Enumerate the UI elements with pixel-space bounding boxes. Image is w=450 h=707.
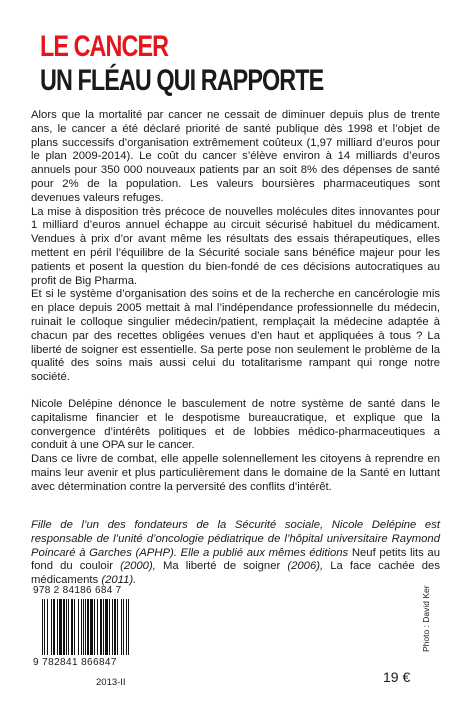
edition-code: 2013-II [96,677,126,688]
bio-intro: Fille de l’un des fondateurs de la Sécurité sociale, Nicole Delépine est responsable de l’unité d’oncologie pédiatrique de l’hôpital universitaire Raymond Poincaré à Garches (APHP). Elle a publié aux mêmes éditions [31,519,440,559]
back-cover-text [31,109,440,495]
price: 19 € [383,669,411,685]
bio-book-2: Ma liberté de soigner [162,560,281,573]
bio-year-2: (2006) [287,560,320,573]
barcode [40,599,136,657]
photo-credit: Photo : David Ker [421,585,431,652]
bio-year-1: (2000) [120,560,153,573]
title-line-1: LE CANCER [40,30,169,63]
isbn-number: 978 2 84186 684 7 [33,585,122,596]
bio-book-3: La face cachée des médicaments [31,560,440,587]
title-line-2: UN FLÉAU QUI RAPPORTE [40,64,324,97]
paragraph-1: Alors que la mortalité par cancer ne cessait de diminuer depuis plus de trente ans, le cancer a été déclaré priorité de santé publique dès 1998 et l’objet de plans successifs d’organisation extrêmement coûteux (1,97 milliard d’euros pour le plan 2009-2014). Le coût du cancer s’élève environ à 14 milliards d’euros annuels pour 350 000 nouveaux patients par an soit 8% des dépenses de santé pour 2% de la population. Les valeurs boursières pharmaceutiques sont devenues valeurs refuges. [31,109,440,204]
barcode-digits: 9 782841 866847 [33,657,117,668]
paragraph-4: Nicole Delépine dénonce le basculement de notre système de santé dans le capitalisme financier et le despotisme bureaucratique, et explique que la convergence d’intérêts politiques et de lobbies médico-pharmaceutiques a conduit à une OPA sur le cancer. [31,397,440,452]
paragraph-5: Dans ce livre de combat, elle appelle solennellement les citoyens à reprendre en mains leur avenir et plus particulièrement dans le domaine de la Santé en luttant avec détermination contre la perversité des conflits d’intérêt. [31,453,440,493]
paragraph-3: Et si le système d’organisation des soins et de la recherche en cancérologie mis en place depuis 2005 mettait à mal l’indépendance professionnelle du médecin, ruinait le colloque singulier médecin/patient, remplaçait la médecine adaptée à chacun par des recettes obligées venues d’en haut et appliquées à tous ? La liberté de soigner est essentielle. Sa perte pose non seulement le problème de la qualité des soins mais aussi celui du totalitarisme rampant qui ronge notre société. [31,288,440,384]
bio-year-3: (2011) [101,574,134,587]
bio-book-1: Neuf petits lits au fond du couloir [31,546,440,573]
paragraph-2: La mise à disposition très précoce de nouvelles molécules dites innovantes pour 1 milliard d’euros annuel échappe au circuit sécurisé habituel du médicament. Vendues à prix d’or avant même les résultats des essais thérapeutiques, elles mettent en péril l’équilibre de la Sécurité sociale sans bénéfice majeur pour les patients et posent la question du bien-fondé de ces décisions autocratiques au profit de Big Pharma. [31,205,440,287]
author-bio: Fille de l’un des fondateurs de la Sécurité sociale, Nicole Delépine est responsable de l’unité d’oncologie pédiatrique de l’hôpital universitaire Raymond Poincaré à Garches (APHP). Elle a publié aux mêmes éditions Neuf petits lits au fond du couloir (2000), Ma liberté de soigner (2006), La face cachée des médicaments (2011). [31,519,440,587]
